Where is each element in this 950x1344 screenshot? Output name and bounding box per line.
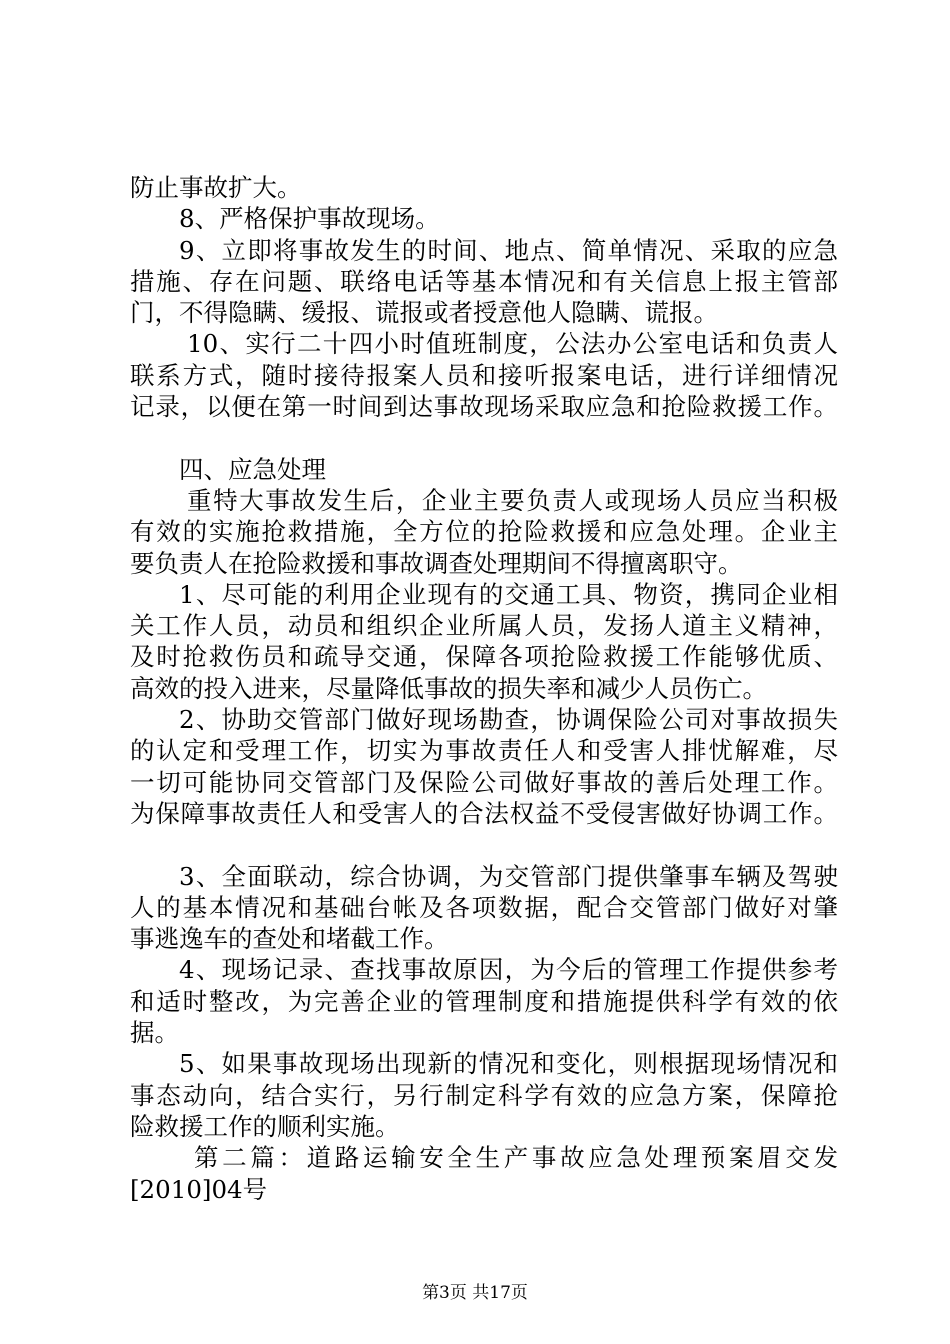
text-line: 记录，以便在第一时间到达事故现场采取应急和抢险救援工作。: [130, 392, 838, 422]
text-line: 有效的实施抢救措施，全方位的抢险救援和应急处理。企业主: [130, 517, 838, 547]
text-line: 一切可能协同交管部门及保险公司做好事故的善后处理工作。: [130, 767, 838, 797]
text-line: 3、全面联动，综合协调，为交管部门提供肇事车辆及驾驶: [179, 861, 838, 891]
text-line: 2、协助交管部门做好现场勘查，协调保险公司对事故损失: [179, 705, 838, 735]
text-line: 防止事故扩大。: [130, 173, 302, 202]
text-line: 为保障事故责任人和受害人的合法权益不受侵害做好协调工作。: [130, 798, 838, 828]
section-heading: 四、应急处理: [179, 454, 326, 484]
text-line: 5、如果事故现场出现新的情况和变化，则根据现场情况和: [179, 1049, 838, 1079]
text-line: 事态动向，结合实行，另行制定科学有效的应急方案，保障抢: [130, 1080, 838, 1110]
text-line: 1、尽可能的利用企业现有的交通工具、物资，携同企业相: [179, 579, 838, 609]
text-line: 9、立即将事故发生的时间、地点、简单情况、采取的应急: [179, 235, 838, 265]
text-line: 险救援工作的顺利实施。: [130, 1111, 400, 1141]
page-footer: 第3页 共17页: [422, 1283, 528, 1303]
text-line: 要负责人在抢险救援和事故调查处理期间不得擅离职守。: [130, 548, 743, 578]
text-line: 联系方式，随时接待报案人员和接听报案电话，进行详细情况: [130, 360, 838, 390]
document-body: [130, 172, 838, 1205]
text-line: 措施、存在问题、联络电话等基本情况和有关信息上报主管部: [130, 266, 838, 296]
text-line: 的认定和受理工作，切实为事故责任人和受害人排忧解难，尽: [130, 736, 838, 766]
paragraph-gap: [130, 829, 838, 860]
text-line: 重特大事故发生后，企业主要负责人或现场人员应当积极: [187, 485, 838, 515]
text-line: 10、实行二十四小时值班制度，公法办公室电话和负责人: [187, 329, 838, 359]
text-line: 人的基本情况和基础台帐及各项数据，配合交管部门做好对肇: [130, 892, 838, 922]
text-line: 事逃逸车的查处和堵截工作。: [130, 924, 449, 954]
text-line: 及时抢救伤员和疏导交通，保障各项抢险救援工作能够优质、: [130, 642, 838, 672]
text-line: 据。: [130, 1018, 179, 1048]
text-line: 和适时整改，为完善企业的管理制度和措施提供科学有效的依: [130, 986, 838, 1016]
text-line: 关工作人员，动员和组织企业所属人员，发扬人道主义精神，: [130, 611, 838, 641]
text-line: 8、严格保护事故现场。: [179, 204, 440, 234]
text-line: 4、现场记录、查找事故原因，为今后的管理工作提供参考: [179, 955, 838, 985]
text-line: 门，不得隐瞒、缓报、谎报或者授意他人隐瞒、谎报。: [130, 298, 718, 328]
next-section-title: 第二篇：道路运输安全生产事故应急处理预案眉交发: [194, 1143, 838, 1173]
text-line: 高效的投入进来，尽量降低事故的损失率和减少人员伤亡。: [130, 673, 767, 703]
paragraph-gap: [130, 422, 838, 453]
next-section-title-cont: [2010]04号: [130, 1174, 268, 1204]
